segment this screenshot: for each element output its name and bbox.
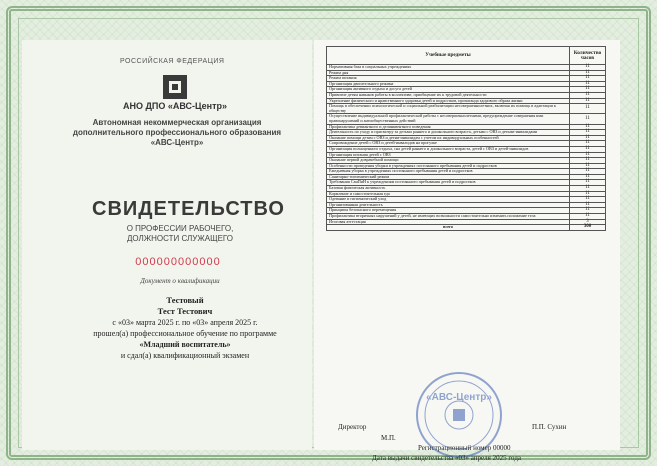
stamp-label: М.П. [381, 434, 396, 442]
subject-name: Оказание первой доврачебной помощи [327, 158, 570, 164]
col-hours: Количество часов [570, 47, 606, 65]
subject-name: Осуществление индивидуальной профилактической работы с несовершеннолетними, предупреждение совершения ими правонарушений и антиобщественных действий [327, 114, 570, 124]
subject-hours: 11 [570, 169, 606, 175]
subject-name: Санитарно-гигиенический режим [327, 174, 570, 180]
document-type: Документ о квалификации [140, 277, 220, 285]
subject-hours: 11 [570, 208, 606, 214]
col-subjects: Учебные предметы [327, 47, 570, 65]
subject-name: Ежедневная уборка в учреждениях постоянного пребывания детей и подростков [327, 169, 570, 175]
total-label: всего [327, 225, 570, 231]
subject-hours: 11 [570, 104, 606, 114]
subject-hours: 11 [570, 114, 606, 124]
subject-hours: 11 [570, 87, 606, 93]
subject-hours: 11 [570, 141, 606, 147]
study-period: с «03» марта 2025 г. по «03» апреля 2025 г. [112, 318, 258, 327]
certificate-title: СВИДЕТЕЛЬСТВО [92, 198, 285, 220]
subject-hours: 11 [570, 65, 606, 71]
subject-hours: 11 [570, 186, 606, 192]
subject-hours: 11 [570, 158, 606, 164]
organization-full-name: Автономная некоммерческая организация дополнительного профессионального образования «АВС-Центр» [72, 118, 282, 147]
subject-hours: 11 [570, 214, 606, 220]
director-name: П.П. Сухин [532, 423, 567, 431]
federation-label: РОССИЙСКАЯ ФЕДЕРАЦИЯ [120, 58, 225, 65]
subject-name: Базовая физическая активность [327, 186, 570, 192]
exam-text: и сдал(а) квалификационный экзамен [120, 351, 250, 360]
svg-text:«АВС-Центр»: «АВС-Центр» [426, 392, 492, 403]
subject-hours: 11 [570, 92, 606, 98]
table-row [327, 114, 606, 124]
holder-info [40, 295, 330, 361]
subject-hours: 11 [570, 191, 606, 197]
subject-name: Режим питания [327, 76, 570, 82]
subject-hours: 11 [570, 70, 606, 76]
subject-hours: 11 [570, 98, 606, 104]
table-header-row [327, 47, 606, 65]
total-hours: 300 [570, 225, 606, 231]
holder-name: Тест Тестович [157, 306, 213, 316]
subject-hours: 11 [570, 76, 606, 82]
subject-name: Укрепление физического и нравственного здоровья детей и подростков, пропаганда здорового образа жизни [327, 98, 570, 104]
subject-name: Организация питания детей с ОВЗ [327, 152, 570, 158]
table-row [327, 104, 606, 114]
director-label: Директор [338, 423, 367, 431]
subject-hours: 11 [570, 124, 606, 130]
subject-hours: 11 [570, 163, 606, 169]
subject-name: Организация двигательного режима [327, 81, 570, 87]
subjects-table [326, 46, 606, 231]
subject-name: Сопровождение детей с ОВЗ и детей-инвалидов на прогулке [327, 141, 570, 147]
subject-name: Организация полноценного отдыха, сна детей раннего и дошкольного возраста, детей с ОВЗ и детей-инвалидов [327, 146, 570, 152]
subject-name: Деятельность по уходу и присмотру за детьми раннего и дошкольного возраста, детьми с ОВЗ и детьми-инвалидами [327, 130, 570, 136]
table-total-row [327, 225, 606, 231]
subject-hours: 11 [570, 202, 606, 208]
subject-name: Организованная деятельность [327, 202, 570, 208]
subject-name: Оказание помощи детям с ОВЗ и детям-инвалидам с учетом их индивидуальных особенностей [327, 135, 570, 141]
subject-hours: 11 [570, 135, 606, 141]
subject-name: Организация активного отдыха и досуга детей [327, 87, 570, 93]
holder-surname: Тестовый [166, 295, 204, 305]
subject-hours: 11 [570, 130, 606, 136]
subject-name: Кормление и самостоятельная еда [327, 191, 570, 197]
subject-name: Режим дня [327, 70, 570, 76]
subject-hours: 11 [570, 81, 606, 87]
subject-name: Особенности проведения уборки в учреждениях постоянного пребывания детей и подростков [327, 163, 570, 169]
subject-hours: 11 [570, 152, 606, 158]
subject-name: Привитие детям навыков работы в коллективе, приобщение их к трудовой деятельности [327, 92, 570, 98]
subject-name: Профилактика девиантного и делинквентного поведения [327, 124, 570, 130]
subject-hours: 11 [570, 197, 606, 203]
subject-name: Помощь в обеспечении психологической и социальной реабилитации несовершеннолетних, включая их помощь в адаптации к обществу [327, 104, 570, 114]
subject-name: Итоговая аттестация [327, 219, 570, 225]
subject-hours: 11 [570, 180, 606, 186]
subject-hours: 3 [570, 219, 606, 225]
certificate-number: 000000000000 [135, 256, 221, 268]
subject-name: Принципы безопасного перемещения [327, 208, 570, 214]
certificate-subtitle: О ПРОФЕССИИ РАБОЧЕГО, ДОЛЖНОСТИ СЛУЖАЩЕГО [126, 224, 234, 243]
subject-hours: 11 [570, 146, 606, 152]
subject-name: Требования СанПиН к учреждениям постоянного пребывания детей и подростков [327, 180, 570, 186]
passed-text: прошел(а) профессиональное обучение по программе [93, 329, 277, 338]
subject-name: Одевание и гигиенический уход [327, 197, 570, 203]
subject-name: Профилактика вторичных нарушений у детей, не имеющих возможности самостоятельно изменять положение тела [327, 214, 570, 220]
subject-name: Нормативная база в социальных учреждениях [327, 65, 570, 71]
issue-date: Дата выдачи свидетельства «03» апреля 2025 года [372, 454, 522, 462]
organization-short-name: АНО ДПО «АВС-Центр» [122, 101, 228, 111]
registration-number: Регистрационный номер 00000 [418, 444, 511, 452]
subjects-body [327, 65, 606, 231]
subject-hours: 11 [570, 174, 606, 180]
program-name: «Младший воспитатель» [139, 340, 231, 349]
organization-logo-icon [162, 74, 188, 100]
